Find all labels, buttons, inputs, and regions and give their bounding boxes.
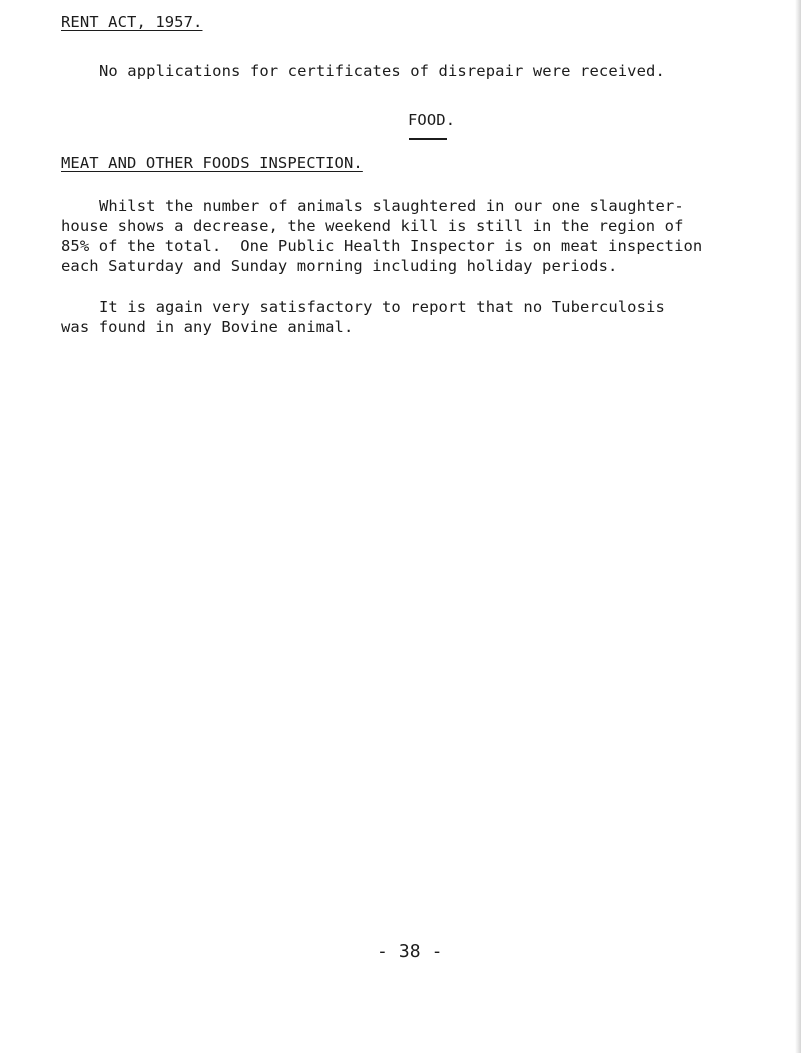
rent-act-text: No applications for certificates of disrepair were received.: [99, 62, 665, 80]
meat-inspection-heading: MEAT AND OTHER FOODS INSPECTION.: [61, 154, 363, 172]
paragraph-line: 85% of the total. One Public Health Inspector is on meat inspection: [61, 237, 703, 255]
paragraph-line: Whilst the number of animals slaughtered in our one slaughter-: [99, 197, 684, 215]
paragraph-line: each Saturday and Sunday morning including holiday periods.: [61, 257, 618, 275]
paragraph-line: house shows a decrease, the weekend kill is still in the region of: [61, 217, 684, 235]
paragraph-line: was found in any Bovine animal.: [61, 318, 354, 336]
rent-act-heading: RENT ACT, 1957.: [61, 13, 203, 31]
page-number: - 38 -: [377, 941, 443, 962]
food-heading: FOOD.: [408, 111, 456, 129]
paragraph-line: It is again very satisfactory to report that no Tuberculosis: [99, 298, 665, 316]
page-edge-shadow: [795, 0, 801, 1053]
food-heading-rule: [409, 138, 447, 140]
